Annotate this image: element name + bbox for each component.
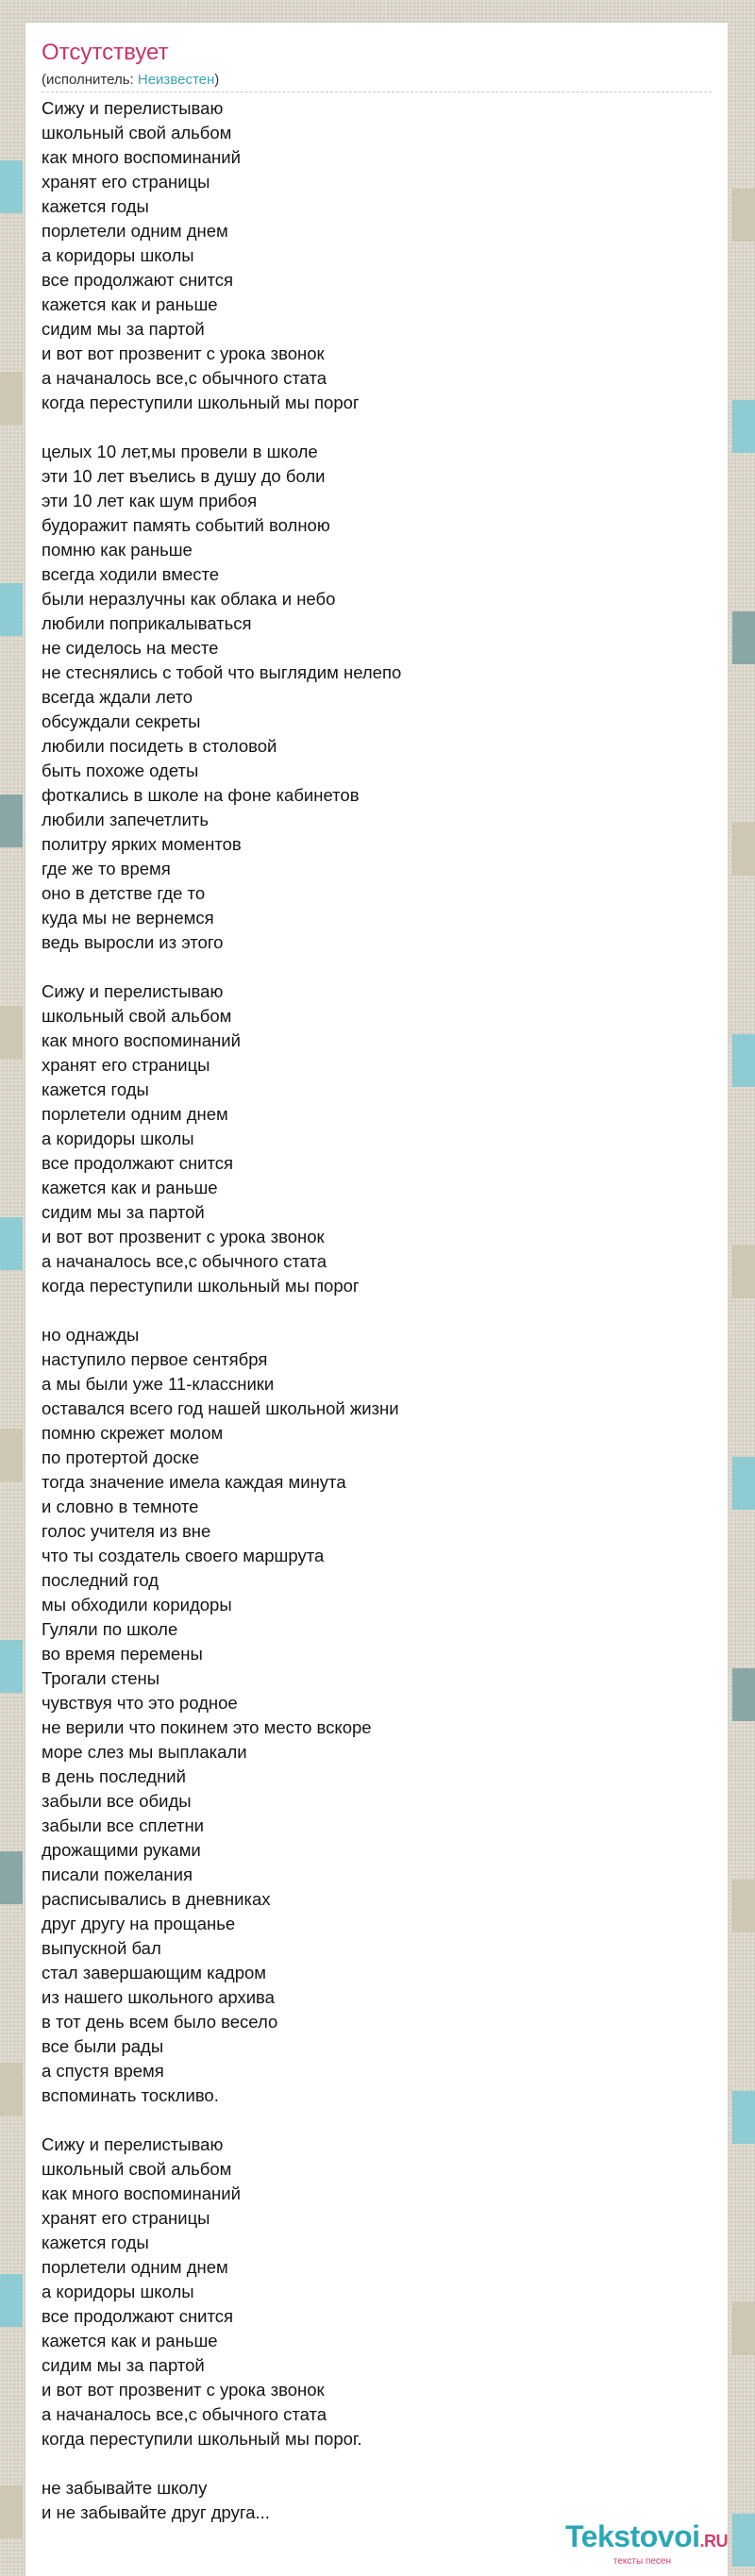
lyric-line <box>42 2108 712 2133</box>
lyric-line: а начаналось все,с обычного стата <box>42 1251 327 1271</box>
lyric-line: когда переступили школьный мы порог <box>42 1276 360 1296</box>
lyric-line: но однажды <box>42 1325 140 1345</box>
lyric-line: школьный свой альбом <box>42 1006 232 1026</box>
lyric-line: чувствуя что это родное <box>42 1693 238 1713</box>
lyric-line: сидим мы за партой <box>42 2355 205 2375</box>
decorative-stripe <box>732 189 755 242</box>
lyric-line: кажется как и раньше <box>42 1178 218 1197</box>
lyric-line: писали пожелания <box>42 1865 193 1884</box>
lyric-line: порлетели одним днем <box>42 2257 228 2277</box>
lyric-line: кажется годы <box>42 1079 149 1099</box>
lyric-line: Гуляли по школе <box>42 1619 178 1639</box>
lyric-line: и вот вот прозвенит с урока звонок <box>42 2380 325 2400</box>
performer-line <box>42 72 219 88</box>
lyric-line <box>42 415 712 440</box>
decorative-stripe <box>0 583 23 636</box>
lyric-line: кажется как и раньше <box>42 2331 218 2350</box>
decorative-stripe <box>0 160 23 213</box>
lyric-line: были неразлучны как облака и небо <box>42 589 336 609</box>
lyric-line: обсуждали секреты <box>42 711 201 731</box>
decorative-stripe <box>0 2274 23 2327</box>
lyric-line: любили посидеть в столовой <box>42 736 277 756</box>
lyric-line: и не забывайте друг друга... <box>42 2502 270 2522</box>
decorative-stripe <box>732 1880 755 1932</box>
decorative-stripe <box>732 2514 755 2567</box>
lyric-line <box>42 1298 712 1323</box>
lyric-line: Сижу и перелистываю <box>42 98 224 118</box>
lyric-line: будоражит память событий волною <box>42 515 330 535</box>
lyric-line: море слез мы выплакали <box>42 1742 247 1762</box>
logo-name: Tekstovoi <box>565 2519 700 2553</box>
lyric-line: оставался всего год нашей школьной жизни <box>42 1398 399 1418</box>
lyric-line: а коридоры школы <box>42 2282 194 2301</box>
lyric-line: в тот день всем было весело <box>42 2012 278 2032</box>
lyric-line: наступило первое сентября <box>42 1349 268 1369</box>
performer-link[interactable]: Неизвестен <box>137 72 215 88</box>
lyric-line: хранят его страницы <box>42 2208 210 2228</box>
decorative-stripe <box>732 1668 755 1721</box>
lyric-line: фоткались в школе на фоне кабинетов <box>42 785 360 805</box>
decorative-stripe <box>0 1006 23 1059</box>
song-title: Отсутствует <box>42 40 169 65</box>
lyric-line: тогда значение имела каждая минута <box>42 1472 346 1492</box>
lyric-line: в день последний <box>42 1766 186 1786</box>
lyric-line: любили поприкалываться <box>42 613 252 633</box>
lyric-line: всегда ждали лето <box>42 687 193 707</box>
lyric-line: стал завершающим кадром <box>42 1963 267 1982</box>
lyric-line: когда переступили школьный мы порог <box>42 393 360 412</box>
lyric-line: Сижу и перелистываю <box>42 2134 224 2154</box>
lyric-line: когда переступили школьный мы порог. <box>42 2429 362 2449</box>
decorative-stripe <box>732 1246 755 1298</box>
decorative-stripe <box>732 611 755 664</box>
lyric-line: забыли все сплетни <box>42 1815 204 1835</box>
lyric-line: целых 10 лет,мы провели в школе <box>42 442 318 461</box>
lyric-line: ведь выросли из этого <box>42 932 224 952</box>
lyrics-text <box>42 96 712 2525</box>
decorative-stripe <box>0 2485 23 2538</box>
lyric-line: помню скрежет молом <box>42 1423 224 1443</box>
lyric-line: последний год <box>42 1570 159 1590</box>
lyric-line: все были рады <box>42 2036 164 2056</box>
lyric-line: эти 10 лет как шум прибоя <box>42 491 258 510</box>
lyric-line: порлетели одним днем <box>42 221 228 241</box>
lyric-line: а спустя время <box>42 2061 164 2081</box>
lyric-line: школьный свой альбом <box>42 2159 232 2179</box>
lyric-line: сидим мы за партой <box>42 1202 205 1222</box>
lyric-line: Сижу и перелистываю <box>42 981 224 1001</box>
lyric-line: и вот вот прозвенит с урока звонок <box>42 1227 325 1246</box>
decorative-stripe <box>732 1457 755 1510</box>
lyric-line: расписывались в дневниках <box>42 1889 271 1909</box>
lyric-line <box>42 955 712 979</box>
lyric-line: где же то время <box>42 859 171 878</box>
lyric-line: кажется годы <box>42 196 149 216</box>
lyric-line: выпускной бал <box>42 1938 161 1958</box>
performer-suffix: ) <box>214 72 220 88</box>
lyric-line: дрожащими руками <box>42 1840 201 1860</box>
lyric-line: по протертой доске <box>42 1447 200 1467</box>
lyric-line: все продолжают снится <box>42 270 234 290</box>
lyric-line: мы обходили коридоры <box>42 1595 232 1614</box>
lyric-line: что ты создатель своего маршрута <box>42 1546 325 1565</box>
lyric-line: кажется годы <box>42 2233 149 2252</box>
lyric-line: а коридоры школы <box>42 245 194 265</box>
lyric-line: быть похоже одеты <box>42 761 199 780</box>
lyric-line: всегда ходили вместе <box>42 564 220 584</box>
lyric-line: как много воспоминаний <box>42 147 241 167</box>
lyric-line: школьный свой альбом <box>42 123 232 142</box>
lyric-line: голос учителя из вне <box>42 1521 211 1541</box>
lyric-line: во время перемены <box>42 1644 203 1664</box>
lyric-line: хранят его страницы <box>42 1055 210 1075</box>
decorative-stripe <box>732 2302 755 2355</box>
decorative-stripe <box>0 372 23 425</box>
logo-tld: .RU <box>699 2532 728 2551</box>
lyric-line: порлетели одним днем <box>42 1104 228 1124</box>
lyric-line: как много воспоминаний <box>42 1030 241 1050</box>
lyric-line: не верили что покинем это место вскоре <box>42 1717 372 1737</box>
lyric-line: забыли все обиды <box>42 1791 192 1811</box>
lyric-line: а мы были уже 11-классники <box>42 1374 275 1394</box>
lyric-line: друг другу на прощанье <box>42 1914 236 1933</box>
lyric-line: не сиделось на месте <box>42 638 219 658</box>
decorative-stripe <box>0 2063 23 2116</box>
decorative-stripe <box>0 795 23 847</box>
lyric-line: любили запечетлить <box>42 810 209 829</box>
lyric-line: Трогали стены <box>42 1668 160 1688</box>
lyric-line <box>42 2451 712 2476</box>
lyric-line: политру ярких моментов <box>42 834 242 854</box>
lyrics-card <box>25 23 728 2576</box>
lyric-line: и вот вот прозвенит с урока звонок <box>42 343 325 363</box>
decorative-stripe <box>0 1851 23 1904</box>
lyric-line: а начаналось все,с обычного стата <box>42 2404 327 2424</box>
lyric-line: оно в детстве где то <box>42 883 206 903</box>
decorative-stripe <box>732 823 755 876</box>
lyric-line: помню как раньше <box>42 540 193 560</box>
decorative-stripe <box>732 400 755 453</box>
logo-tagline: тексты песен <box>612 2556 671 2567</box>
lyric-line: и словно в темноте <box>42 1497 199 1516</box>
lyric-line: сидим мы за партой <box>42 319 205 339</box>
decorative-stripe <box>732 2091 755 2144</box>
lyric-line: куда мы не вернемся <box>42 908 214 928</box>
site-logo[interactable] <box>518 2519 728 2568</box>
lyric-line: вспоминать тоскливо. <box>42 2085 219 2105</box>
lyric-line: а коридоры школы <box>42 1129 194 1148</box>
lyric-line: а начаналось все,с обычного стата <box>42 368 327 388</box>
decorative-stripe <box>0 1429 23 1481</box>
lyric-line: из нашего школьного архива <box>42 1987 275 2007</box>
decorative-stripe <box>0 1217 23 1270</box>
lyric-line: все продолжают снится <box>42 2306 234 2326</box>
lyric-line: не забывайте школу <box>42 2478 208 2498</box>
lyric-line: эти 10 лет въелись в душу до боли <box>42 466 326 486</box>
lyric-line: все продолжают снится <box>42 1153 234 1173</box>
lyric-line: кажется как и раньше <box>42 294 218 314</box>
decorative-stripe <box>0 1640 23 1693</box>
performer-prefix: (исполнитель: <box>42 72 138 88</box>
lyric-line: не стеснялись с тобой что выглядим нелепо <box>42 662 402 682</box>
decorative-stripe <box>732 1034 755 1087</box>
lyric-line: хранят его страницы <box>42 172 210 192</box>
lyric-line: как много воспоминаний <box>42 2183 241 2203</box>
